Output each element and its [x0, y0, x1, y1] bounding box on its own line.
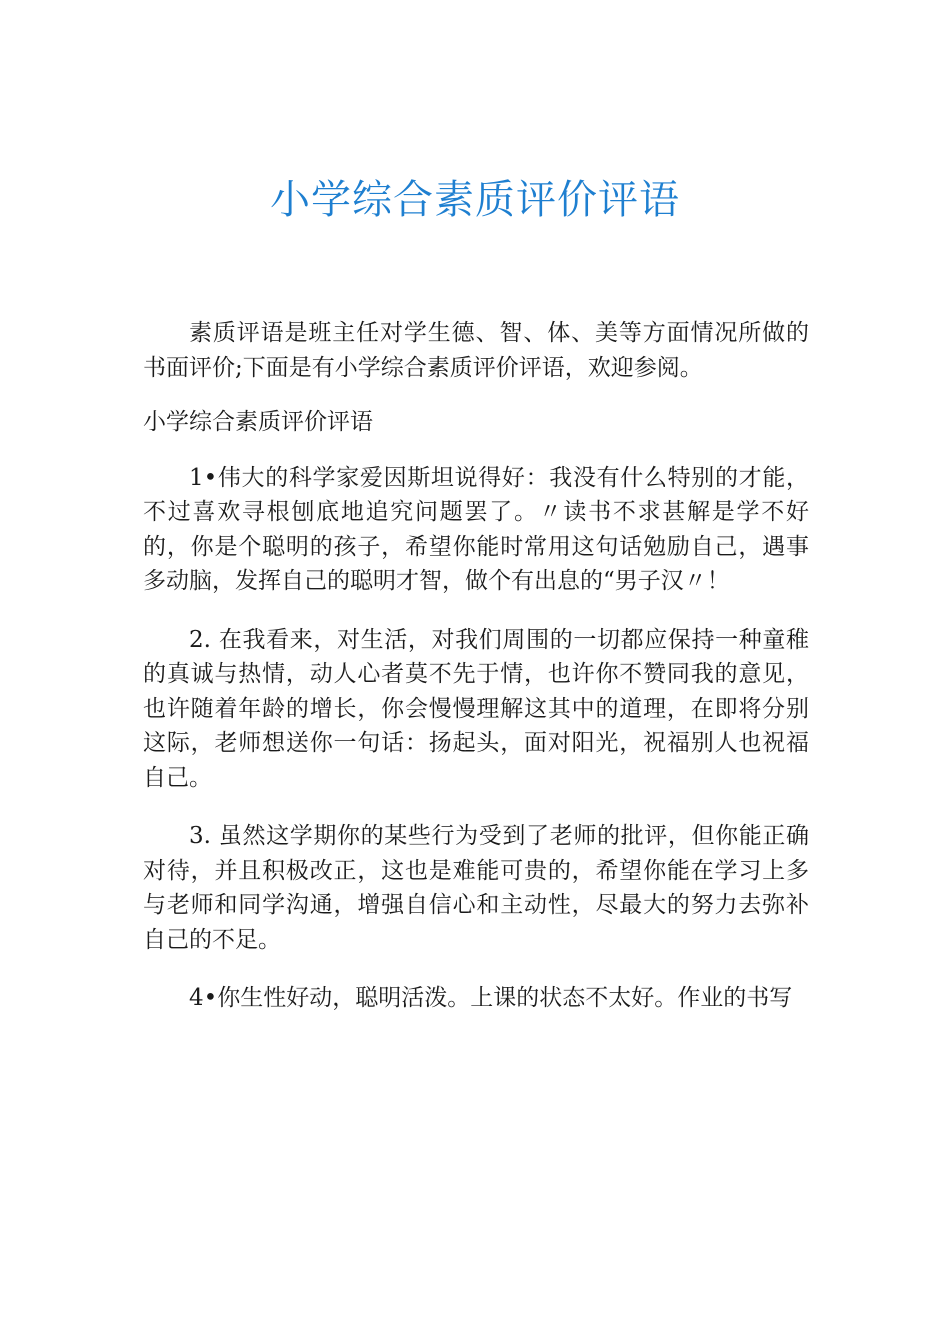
document-title: 小学综合素质评价评语 [270, 177, 680, 223]
intro-paragraph: 素质评语是班主任对学生德、智、体、美等方面情况所做的书面评价;下面是有小学综合素质评价评语，欢迎参阅。 [143, 320, 809, 381]
comment-item-2: 2. 在我看来，对生活，对我们周围的一切都应保持一种童稚的真诚与热情，动人心者莫不先于情，也许你不赞同我的意见，也许随着年龄的增长，你会慢慢理解这其中的道理，在即将分别这际，老师想送你一句话：扬起头，面对阳光，祝福别人也祝福自己。 [143, 626, 809, 791]
comment-item-4: 4•你生性好动，聪明活泼。上课的状态不太好。作业的书写 [189, 985, 793, 1011]
document-body [143, 316, 809, 1040]
comment-item-3: 3. 虽然这学期你的某些行为受到了老师的批评，但你能正确对待，并且积极改正，这也是难能可贵的，希望你能在学习上多与老师和同学沟通，增强自信心和主动性，尽最大的努力去弥补自己的不足。 [143, 823, 809, 953]
section-subheading: 小学综合素质评价评语 [143, 409, 373, 435]
comment-item-1: 1•伟大的科学家爱因斯坦说得好：我没有什么特别的才能，不过喜欢寻根刨底地追究问题罢了。〃读书不求甚解是学不好的，你是个聪明的孩子，希望你能时常用这句话勉励自己，遇事多动脑，发挥自己的聪明才智，做个有出息的“男子汉〃！ [143, 464, 809, 594]
